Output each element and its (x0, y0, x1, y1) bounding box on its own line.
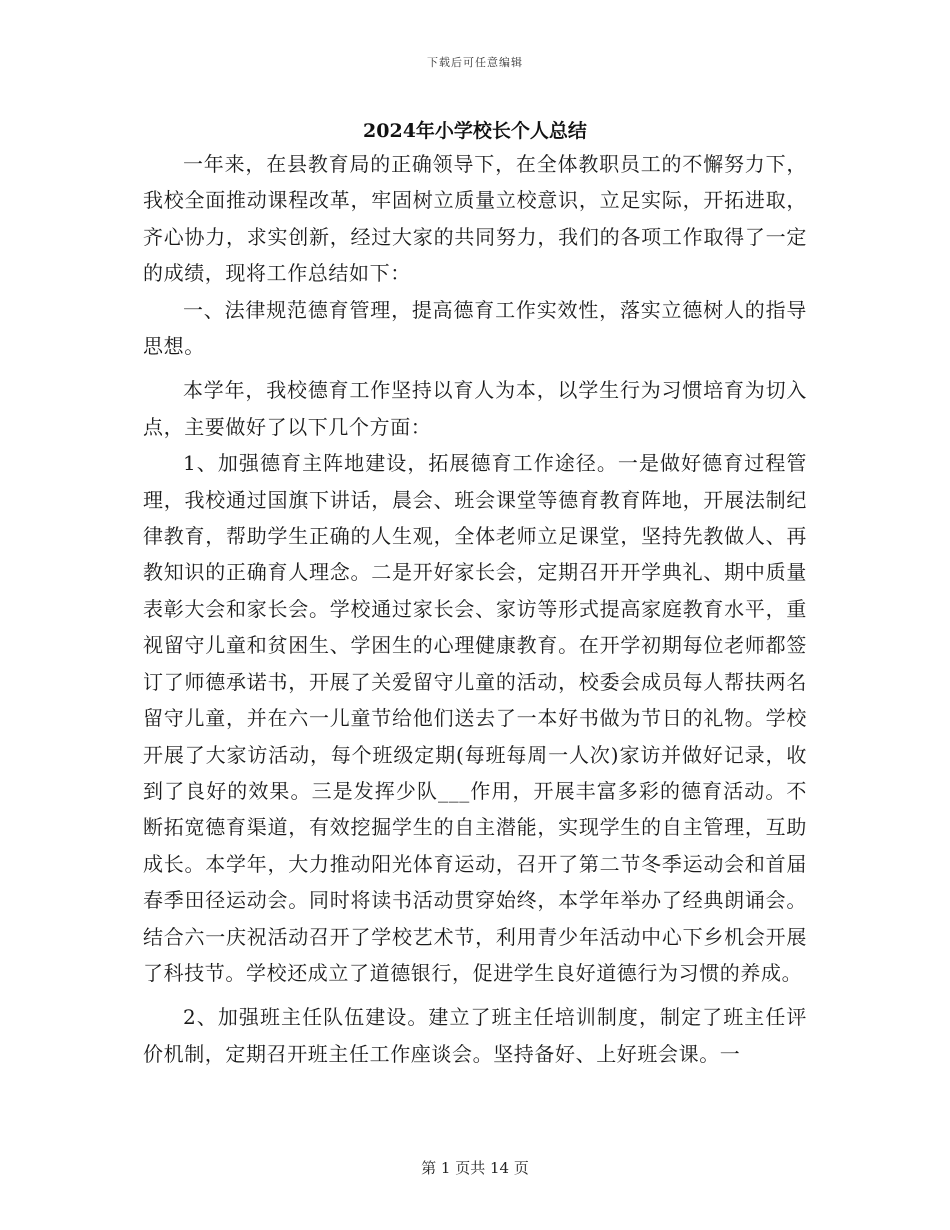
paragraph-overview: 本学年，我校德育工作坚持以育人为本，以学生行为习惯培育为切入点，主要做好了以下几个方面： (143, 378, 807, 439)
paragraph-intro: 一年来，在县教育局的正确领导下，在全体教职员工的不懈努力下，我校全面推动课程改革，牢固树立质量立校意识，立足实际，开拓进取，齐心协力，求实创新，经过大家的共同努力，我们的各项工作取得了一定的成绩，现将工作总结如下： (143, 152, 807, 286)
paragraph-item-2: 2、加强班主任队伍建设。建立了班主任培训制度，制定了班主任评价机制，定期召开班主任工作座谈会。坚持备好、上好班会课。一 (143, 1005, 807, 1066)
paragraph-item-1: 1、加强德育主阵地建设，拓展德育工作途径。一是做好德育过程管理，我校通过国旗下讲话，晨会、班会课堂等德育教育阵地，开展法制纪律教育，帮助学生正确的人生观，全体老师立足课堂，坚持先教做人、再教知识的正确育人理念。二是开好家长会，定期召开开学典礼、期中质量表彰大会和家长会。学校通过家长会、家访等形式提高家庭教育水平，重视留守儿童和贫困生、学困生的心理健康教育。在开学初期每位老师都签订了师德承诺书，开展了关爱留守儿童的活动，校委会成员每人帮扶两名留守儿童，并在六一儿童节给他们送去了一本好书做为节日的礼物。学校开展了大家访活动，每个班级定期(每班每周一人次)家访并做好记录，收到了良好的效果。三是发挥少队___作用，开展丰富多彩的德育活动。不断拓宽德育渠道，有效挖掘学生的自主潜能，实现学生的自主管理，互助成长。本学年，大力推动阳光体育运动，召开了第二节冬季运动会和首届春季田径运动会。同时将读书活动贯穿始终，本学年举办了经典朗诵会。结合六一庆祝活动召开了学校艺术节，利用青少年活动中心下乡机会开展了科技节。学校还成立了道德银行，促进学生良好道德行为习惯的养成。 (143, 451, 807, 985)
document-body (143, 146, 807, 1072)
document-title: 2024年小学校长个人总结 (363, 120, 587, 142)
page-number-footer: 第 1 页共 14 页 (421, 1159, 529, 1177)
header-note: 下载后可任意编辑 (427, 56, 523, 69)
paragraph-section-heading: 一、法律规范德育管理，提高德育工作实效性，落实立德树人的指导思想。 (143, 297, 807, 359)
